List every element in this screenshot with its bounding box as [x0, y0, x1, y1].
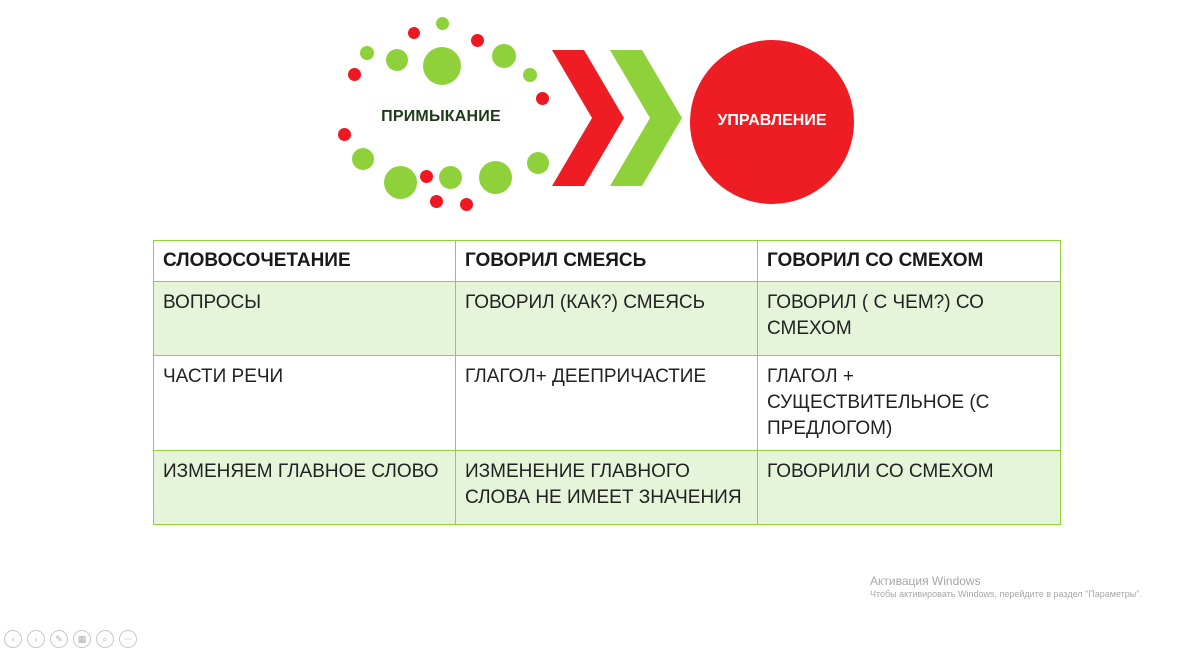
- table-cell: ВОПРОСЫ: [154, 282, 456, 356]
- green-dot: [386, 49, 408, 71]
- zoom-icon[interactable]: ⌕: [96, 630, 114, 648]
- green-dot: [479, 161, 512, 194]
- green-dot: [527, 152, 549, 174]
- right-label: УПРАВЛЕНИЕ: [717, 112, 827, 129]
- header-cell: СЛОВОСОЧЕТАНИЕ: [154, 241, 456, 282]
- red-dot: [471, 34, 484, 47]
- left-label: ПРИМЫКАНИЕ: [381, 108, 501, 125]
- table-row: [154, 451, 1061, 525]
- table-cell: ГОВОРИЛ (КАК?) СМЕЯСЬ: [456, 282, 758, 356]
- header-cell: ГОВОРИЛ СО СМЕХОМ: [758, 241, 1061, 282]
- windows-activation-watermark: [870, 574, 1142, 599]
- table-cell: ГЛАГОЛ+ ДЕЕПРИЧАСТИЕ: [456, 356, 758, 451]
- red-dot: [408, 27, 420, 39]
- chevron-arrows: [548, 50, 688, 190]
- slideshow-toolbar: [4, 630, 137, 648]
- green-dot: [352, 148, 374, 170]
- table-cell: ГЛАГОЛ + СУЩЕСТВИТЕЛЬНОЕ (С ПРЕДЛОГОМ): [758, 356, 1061, 451]
- table-cell: ИЗМЕНЯЕМ ГЛАВНОЕ СЛОВО: [154, 451, 456, 525]
- table-cell: ЧАСТИ РЕЧИ: [154, 356, 456, 451]
- table-row: [154, 356, 1061, 451]
- green-dot: [439, 166, 462, 189]
- red-dot: [338, 128, 351, 141]
- table-cell: ГОВОРИЛИ СО СМЕХОМ: [758, 451, 1061, 525]
- table-row: [154, 282, 1061, 356]
- header-cell: ГОВОРИЛ СМЕЯСЬ: [456, 241, 758, 282]
- green-dot: [523, 68, 537, 82]
- diagram: [0, 0, 1200, 235]
- table-header-row: [154, 241, 1061, 282]
- red-dot: [460, 198, 473, 211]
- green-dot: [436, 17, 449, 30]
- red-chevron-icon: [552, 50, 624, 186]
- red-dot: [430, 195, 443, 208]
- comparison-table: [153, 240, 1061, 525]
- green-dot: [423, 47, 461, 85]
- green-dot: [492, 44, 516, 68]
- table-cell: ИЗМЕНЕНИЕ ГЛАВНОГО СЛОВА НЕ ИМЕЕТ ЗНАЧЕНИЯ: [456, 451, 758, 525]
- previous-icon[interactable]: ‹: [4, 630, 22, 648]
- watermark-subtitle: Чтобы активировать Windows, перейдите в раздел "Параметры".: [870, 589, 1142, 599]
- pen-icon[interactable]: ✎: [50, 630, 68, 648]
- green-dot: [360, 46, 374, 60]
- next-icon[interactable]: ›: [27, 630, 45, 648]
- slides-icon[interactable]: ▦: [73, 630, 91, 648]
- more-icon[interactable]: ⋯: [119, 630, 137, 648]
- watermark-title: Активация Windows: [870, 574, 981, 588]
- red-dot: [348, 68, 361, 81]
- green-dot: [384, 166, 417, 199]
- table-cell: ГОВОРИЛ ( С ЧЕМ?) СО СМЕХОМ: [758, 282, 1061, 356]
- red-dot: [420, 170, 433, 183]
